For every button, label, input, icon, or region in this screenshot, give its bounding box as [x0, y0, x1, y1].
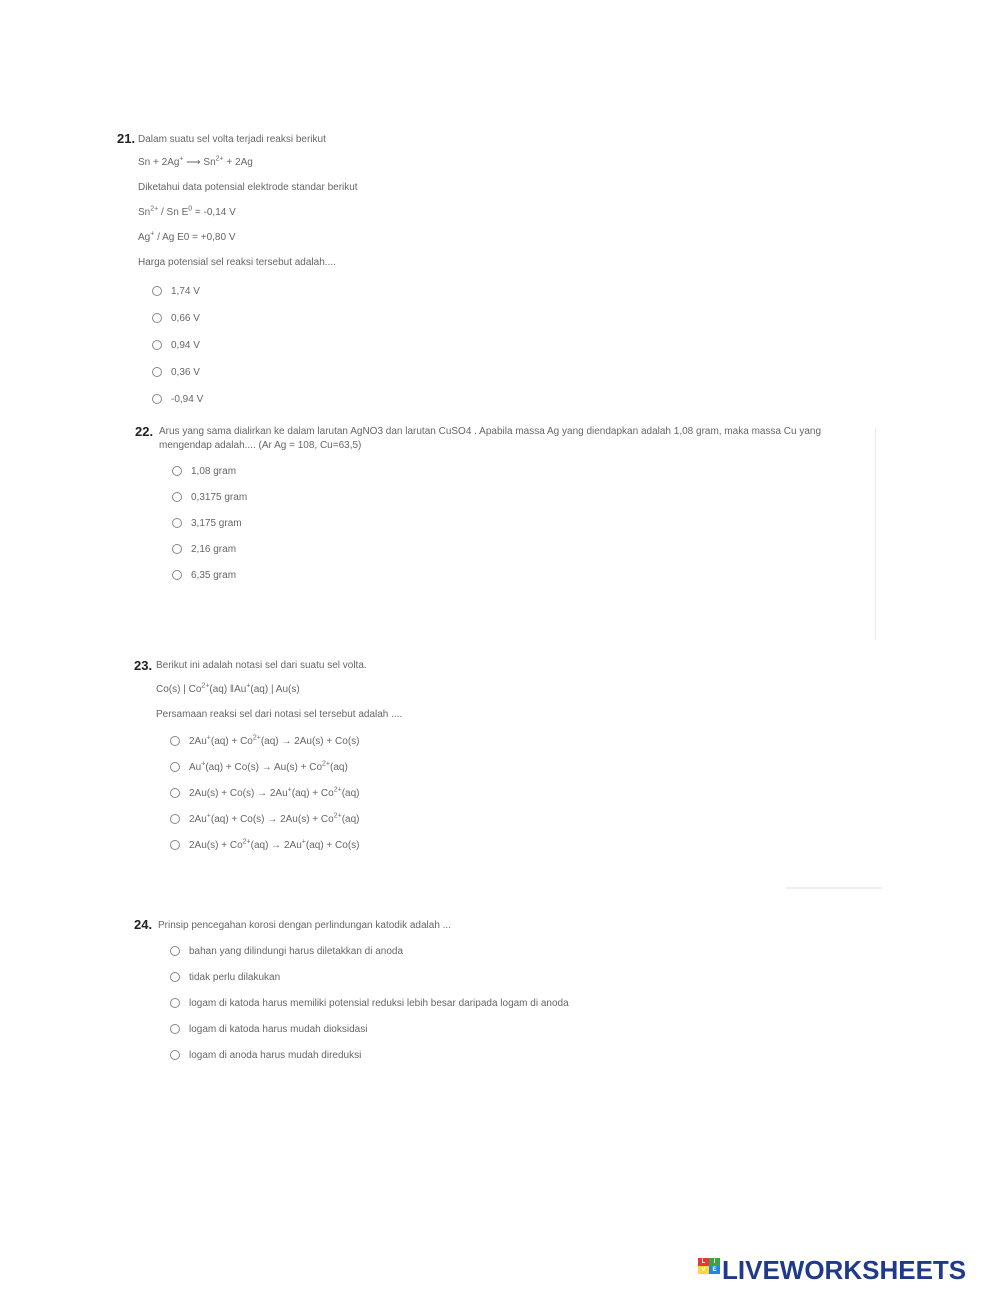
radio-icon[interactable] [172, 570, 182, 580]
q21-number: 21. [117, 131, 136, 146]
radio-icon[interactable] [170, 840, 180, 850]
q21-prompt: Harga potensial sel reaksi tersebut adalah.... [138, 257, 336, 268]
q24-option[interactable]: logam di katoda harus mudah dioksidasi [170, 1022, 367, 1036]
q24-option[interactable]: logam di katoda harus memiliki potensial reduksi lebih besar daripada logam di anoda [170, 996, 569, 1010]
q22-option[interactable]: 0,3175 gram [172, 490, 247, 504]
q23-number: 23. [134, 658, 153, 673]
radio-icon[interactable] [152, 340, 162, 350]
q24-option[interactable]: tidak perlu dilakukan [170, 970, 280, 984]
q23-intro: Berikut ini adalah notasi sel dari suatu sel volta. [156, 660, 367, 671]
radio-icon[interactable] [152, 367, 162, 377]
radio-icon[interactable] [170, 998, 180, 1008]
q22-text-line1: Arus yang sama dialirkan ke dalam larutan AgNO3 dan larutan CuSO4 . Apabila massa Ag yang diendapkan adalah 1,08 gram, maka massa Cu yang [159, 426, 822, 437]
radio-icon[interactable] [152, 394, 162, 404]
q23-option[interactable]: $2Au^+(aq) + Co^{2+}(aq) \to 2Au(s) + Co(s)$ [170, 734, 359, 748]
radio-icon[interactable] [172, 492, 182, 502]
q22-option[interactable]: 2,16 gram [172, 542, 236, 556]
q21-option[interactable]: 1,74 V [152, 284, 200, 298]
radio-icon[interactable] [170, 972, 180, 982]
radio-icon[interactable] [170, 814, 180, 824]
q23-option[interactable]: $2Au(s) + Co(s) \to 2Au^+(aq) + Co^{2+}(aq)$ [170, 786, 360, 800]
q24-option[interactable]: bahan yang dilindungi harus diletakkan di anoda [170, 944, 403, 958]
radio-icon[interactable] [170, 788, 180, 798]
radio-icon[interactable] [172, 518, 182, 528]
radio-icon[interactable] [152, 286, 162, 296]
q23-prompt: Persamaan reaksi sel dari notasi sel tersebut adalah .... [156, 709, 403, 720]
q21-e1: $Sn^{2+}$ / Sn $E^0 = -0,14$ V [138, 205, 236, 218]
q22-number: 22. [135, 424, 154, 439]
q21-e2: Ag+ / Ag E0 = +0,80 V [138, 230, 236, 243]
q21-option[interactable]: 0,66 V [152, 311, 200, 325]
q21-option[interactable]: 0,94 V [152, 338, 200, 352]
divider [875, 428, 876, 640]
liveworksheets-logo[interactable] [698, 1256, 966, 1284]
q21-known: Diketahui data potensial elektrode standar berikut [138, 182, 358, 193]
q24-option[interactable]: logam di anoda harus mudah direduksi [170, 1048, 361, 1062]
radio-icon[interactable] [170, 762, 180, 772]
q24-intro: Prinsip pencegahan korosi dengan perlindungan katodik adalah ... [158, 920, 451, 931]
q22-option[interactable]: 6,35 gram [172, 568, 236, 582]
q22-option[interactable]: 3,175 gram [172, 516, 242, 530]
radio-icon[interactable] [172, 466, 182, 476]
q23-option[interactable]: $2Au^+(aq) + Co(s) \to 2Au(s) + Co^{2+}(aq)$ [170, 812, 359, 826]
faint-mark [786, 887, 882, 889]
radio-icon[interactable] [170, 946, 180, 956]
q21-reaction: Sn + 2Ag+ ⟶ $Sn^{2+} + 2Ag$ [138, 155, 253, 168]
q23-notation: Co(s) | $Co^{2+}(aq)$ ‖Au+(aq) | Au(s) [156, 682, 300, 695]
radio-icon[interactable] [170, 1024, 180, 1034]
q22-option[interactable]: 1,08 gram [172, 464, 236, 478]
logo-text: LIVEWORKSHEETS [722, 1254, 967, 1285]
q24-number: 24. [134, 917, 153, 932]
q21-intro: Dalam suatu sel volta terjadi reaksi berikut [138, 134, 326, 145]
q23-option[interactable]: $2Au(s) + Co^{2+}(aq) \to 2Au^+(aq) + Co(s)$ [170, 838, 359, 852]
radio-icon[interactable] [152, 313, 162, 323]
q21-option[interactable]: -0,94 V [152, 392, 203, 406]
radio-icon[interactable] [170, 1050, 180, 1060]
q22-text-line2: mengendap adalah.... (Ar Ag = 108, Cu=63,5) [159, 440, 362, 451]
radio-icon[interactable] [172, 544, 182, 554]
liveworksheets-logo-icon: L I V E [698, 1258, 720, 1282]
radio-icon[interactable] [170, 736, 180, 746]
q23-option[interactable]: $Au^+(aq) + Co(s) \to Au(s) + Co^{2+}(aq)$ [170, 760, 348, 774]
q21-option[interactable]: 0,36 V [152, 365, 200, 379]
